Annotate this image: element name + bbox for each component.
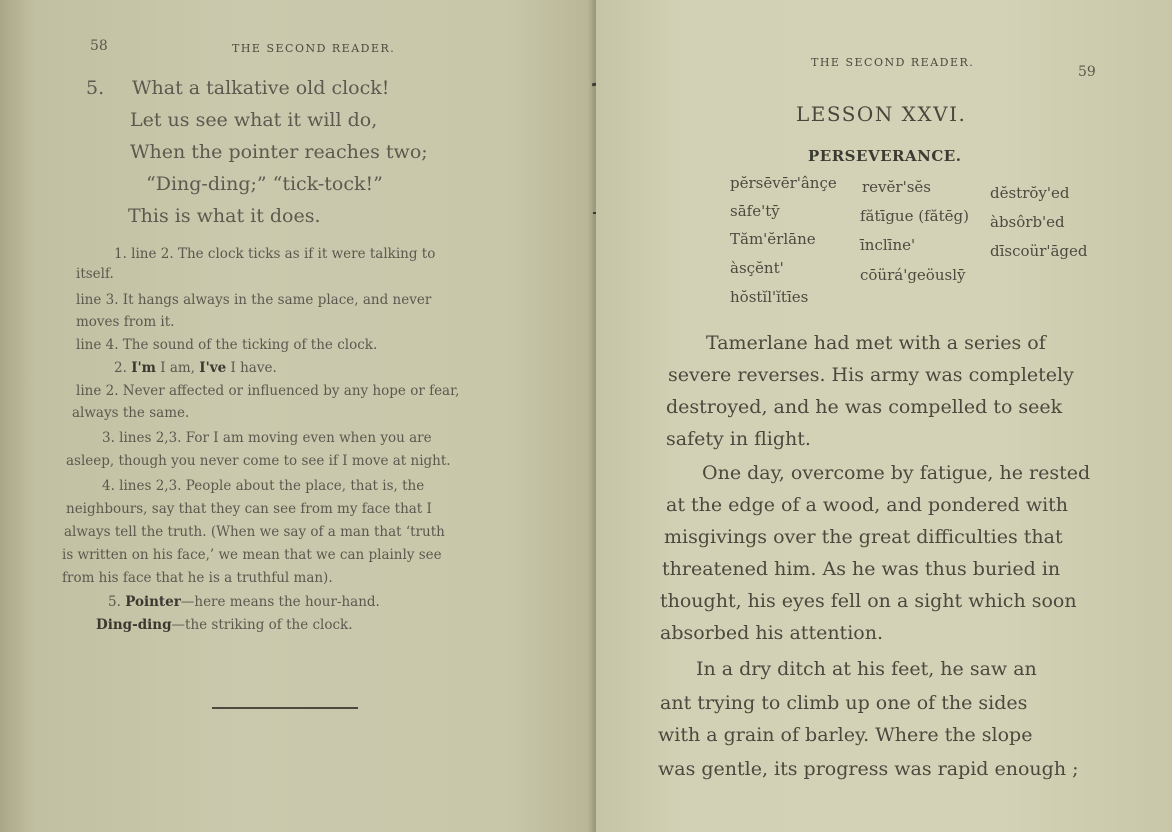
lesson-subtitle: PERSEVERANCE. bbox=[808, 147, 962, 165]
note-line bbox=[108, 594, 380, 610]
poem-line: “Ding-ding;” “tick-tock!” bbox=[146, 173, 383, 195]
note-term: I've bbox=[199, 360, 227, 376]
paragraph-line: was gentle, its progress was rapid enough ; bbox=[658, 758, 1079, 780]
note-line: asleep, though you never come to see if I move at night. bbox=[66, 453, 451, 469]
poem-line: Let us see what it will do, bbox=[130, 109, 378, 131]
note-line: itself. bbox=[76, 266, 114, 282]
vocab-word: hŏstĭl'ĭtīes bbox=[730, 288, 809, 306]
running-head: THE SECOND READER. bbox=[232, 42, 396, 55]
vocab-word: sāfe'tȳ bbox=[730, 202, 780, 220]
note-line: 1. line 2. The clock ticks as if it were talking to bbox=[114, 246, 436, 262]
poem-line: What a talkative old clock! bbox=[132, 77, 390, 99]
note-line: line 3. It hangs always in the same place, and never bbox=[76, 292, 432, 308]
note-line bbox=[96, 617, 353, 633]
vocab-word: fătīgue (fătēg) bbox=[860, 207, 969, 225]
vocab-word: īnclīne' bbox=[860, 236, 916, 254]
paragraph-line: at the edge of a wood, and pondered with bbox=[666, 494, 1069, 516]
note-term: Pointer bbox=[125, 594, 181, 610]
paragraph-line: ant trying to climb up one of the sides bbox=[660, 692, 1028, 714]
page-number: 58 bbox=[90, 38, 108, 54]
note-line: 4. lines 2,3. People about the place, that is, the bbox=[102, 478, 425, 494]
poem-line: When the pointer reaches two; bbox=[130, 141, 428, 163]
paragraph-line: Tamerlane had met with a series of bbox=[706, 332, 1046, 354]
poem-line: This is what it does. bbox=[128, 205, 321, 227]
vocab-word: revĕr'sĕs bbox=[862, 178, 931, 196]
paragraph-line: threatened him. As he was thus buried in bbox=[662, 558, 1061, 580]
note-line: is written on his face,’ we mean that we can plainly see bbox=[62, 547, 442, 563]
note-line: from his face that he is a truthful man). bbox=[62, 570, 333, 586]
paragraph-line: absorbed his attention. bbox=[660, 622, 883, 644]
vocab-word: Tăm'ĕrlāne bbox=[730, 230, 816, 248]
note-text: —here means the hour-hand. bbox=[180, 594, 380, 610]
lesson-title: LESSON XXVI. bbox=[796, 102, 967, 126]
note-text: I have. bbox=[226, 360, 277, 376]
note-number: 5. bbox=[108, 594, 121, 610]
vocab-word: dīscoür'āged bbox=[990, 242, 1088, 260]
note-term: Ding-ding bbox=[96, 617, 172, 633]
paragraph-line: with a grain of barley. Where the slope bbox=[658, 724, 1033, 746]
paragraph-line: misgivings over the great difficulties that bbox=[664, 526, 1063, 548]
note-line: line 2. Never affected or influenced by any hope or fear, bbox=[76, 383, 460, 399]
vocab-word: pĕrsēvēr'ânçe bbox=[730, 174, 837, 192]
note-term: I'm bbox=[131, 360, 156, 376]
vocab-word: àbsôrb'ed bbox=[990, 213, 1065, 231]
paragraph-line: In a dry ditch at his feet, he saw an bbox=[696, 658, 1037, 680]
note-line: moves from it. bbox=[76, 314, 175, 330]
vocab-word: àsçĕnt' bbox=[730, 259, 784, 277]
note-number: 2. bbox=[114, 360, 127, 376]
note-text: I am, bbox=[155, 360, 200, 376]
note-line: 3. lines 2,3. For I am moving even when you are bbox=[102, 430, 432, 446]
right-page bbox=[596, 0, 1172, 832]
note-line: neighbours, say that they can see from my face that I bbox=[66, 501, 432, 517]
page-number: 59 bbox=[1078, 64, 1096, 80]
stanza-number: 5. bbox=[86, 77, 105, 99]
note-line: line 4. The sound of the ticking of the clock. bbox=[76, 337, 378, 353]
paragraph-line: One day, overcome by fatigue, he rested bbox=[702, 462, 1091, 484]
note-line bbox=[114, 360, 277, 376]
vocab-word: dĕstrŏy'ed bbox=[990, 184, 1070, 202]
paragraph-line: thought, his eyes fell on a sight which soon bbox=[660, 590, 1077, 612]
note-line: always tell the truth. (When we say of a man that ‘truth bbox=[64, 524, 445, 540]
paragraph-line: destroyed, and he was compelled to seek bbox=[666, 396, 1063, 418]
running-head: THE SECOND READER. bbox=[811, 56, 975, 69]
note-line: always the same. bbox=[72, 405, 190, 421]
note-text: —the striking of the clock. bbox=[171, 617, 353, 633]
vocab-word: cōürá'geöuslȳ bbox=[860, 266, 966, 284]
section-divider bbox=[212, 707, 358, 709]
paragraph-line: safety in flight. bbox=[666, 428, 811, 450]
paragraph-line: severe reverses. His army was completely bbox=[668, 364, 1074, 386]
